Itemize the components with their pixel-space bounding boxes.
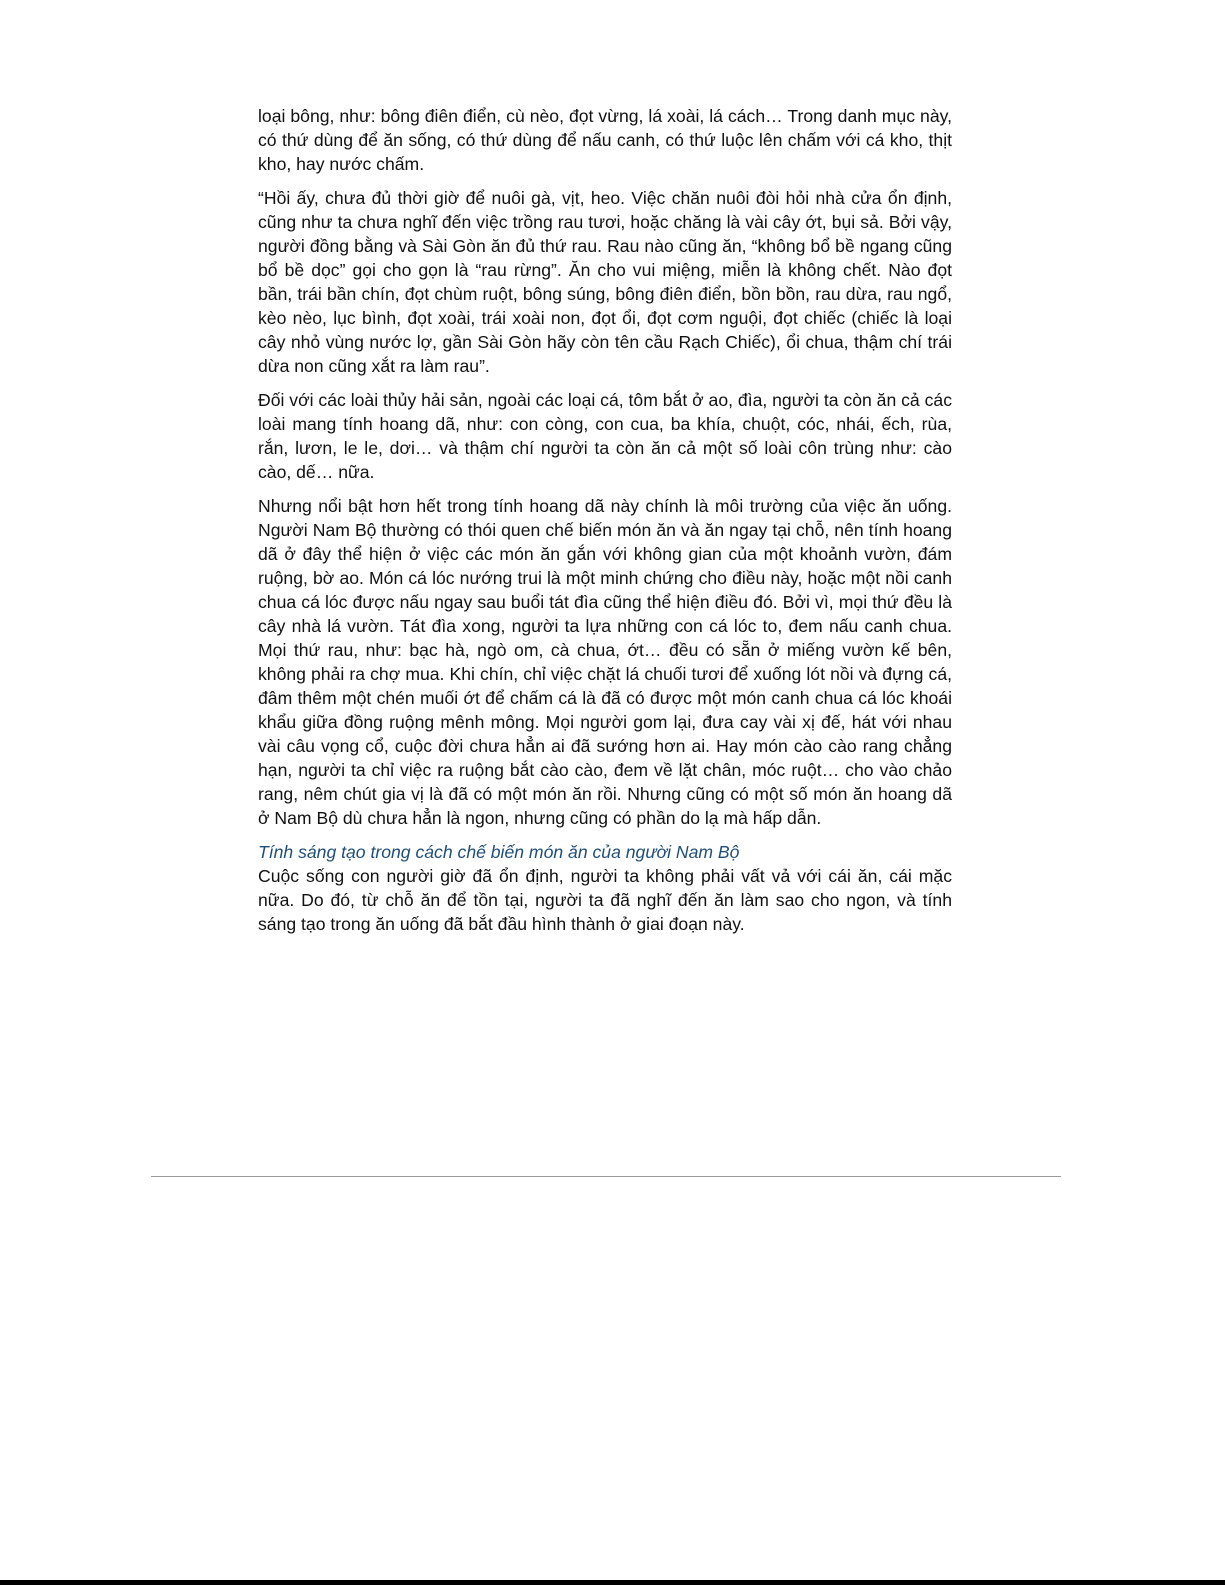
footer-divider — [151, 1176, 1061, 1177]
paragraph-creativity: Cuộc sống con người giờ đã ổn định, người ta không phải vất vả với cái ăn, cái mặc nữa. Do đó, từ chỗ ăn để tồn tại, người ta đã nghĩ đến ăn làm sao cho ngon, và tính sáng tạo trong ăn uống đã bắt đầu hình thành ở giai đoạn này. — [258, 866, 952, 934]
paragraph-seafood-wild-animals: Đối với các loài thủy hải sản, ngoài các loại cá, tôm bắt ở ao, đìa, người ta còn ăn cả các loài mang tính hoang dã, như: con còng, con cua, ba khía, chuột, cóc, nhái, ếch, rùa, rắn, lươn, le le, dơi… và thậm chí người ta còn ăn cả một số loài côn trùng như: cào cào, dế… nữa. — [258, 390, 952, 482]
section-heading-creativity: Tính sáng tạo trong cách chế biến món ăn của người Nam Bộ — [258, 842, 740, 862]
paragraph-vegetable-flowers: loại bông, như: bông điên điển, cù nèo, đọt vừng, lá xoài, lá cách… Trong danh mục này, có thứ dùng để ăn sống, có thứ dùng để nấu canh, có thứ luộc lên chấm với cá kho, thịt kho, hay nước chấm. — [258, 106, 952, 174]
paragraph-wild-vegetables-quote: “Hồi ấy, chưa đủ thời giờ để nuôi gà, vịt, heo. Việc chăn nuôi đòi hỏi nhà cửa ổn định, cũng như ta chưa nghĩ đến việc trồng rau tươi, hoặc chăng là vài cây ớt, bụi sả. Bởi vậy, người đồng bằng và Sài Gòn ăn đủ thứ rau. Rau nào cũng ăn, “không bổ bề ngang cũng bổ bề dọc” gọi cho gọn là “rau rừng”. Ăn cho vui miệng, miễn là không chết. Nào đọt bần, trái bần chín, đọt chùm ruột, bông súng, bông điên điển, bồn bồn, rau dừa, rau ngổ, kèo nèo, lục bình, đọt xoài, trái xoài non, đọt ổi, đọt cơm nguội, đọt chiếc (chiếc là loại cây nhỏ vùng nước lợ, gần Sài Gòn hãy còn tên cầu Rạch Chiếc), ổi chua, thậm chí trái dừa non cũng xắt ra làm rau”. — [258, 188, 952, 376]
text-column — [258, 104, 952, 946]
page-bottom-edge — [0, 1580, 1225, 1585]
paragraph-eating-environment: Nhưng nổi bật hơn hết trong tính hoang dã này chính là môi trường của việc ăn uống. Người Nam Bộ thường có thói quen chế biến món ăn và ăn ngay tại chỗ, nên tính hoang dã ở đây thể hiện ở việc các món ăn gắn với không gian của một khoảnh vườn, đám ruộng, bờ ao. Món cá lóc nướng trui là một minh chứng cho điều này, hoặc một nồi canh chua cá lóc được nấu ngay sau buổi tát đìa cũng thể hiện điều đó. Bởi vì, mọi thứ đều là cây nhà lá vườn. Tát đìa xong, người ta lựa những con cá lóc to, đem nấu canh chua. Mọi thứ rau, như: bạc hà, ngò om, cà chua, ớt… đều có sẵn ở miếng vườn kế bên, không phải ra chợ mua. Khi chín, chỉ việc chặt lá chuối tươi để xuống lót nồi và đựng cá, đâm thêm một chén muối ớt để chấm cá là đã có được một món canh chua cá lóc khoái khẩu giữa đồng ruộng mênh mông. Mọi người gom lại, đưa cay vài xị đế, hát với nhau vài câu vọng cổ, cuộc đời chưa hẳn ai đã sướng hơn ai. Hay món cào cào rang chẳng hạn, người ta chỉ việc ra ruộng bắt cào cào, đem về lặt chân, móc ruột… cho vào chảo rang, nêm chút gia vị là đã có một món ăn rồi. Nhưng cũng có một số món ăn hoang dã ở Nam Bộ dù chưa hẳn là ngon, nhưng cũng có phần do lạ mà hấp dẫn. — [258, 496, 952, 828]
